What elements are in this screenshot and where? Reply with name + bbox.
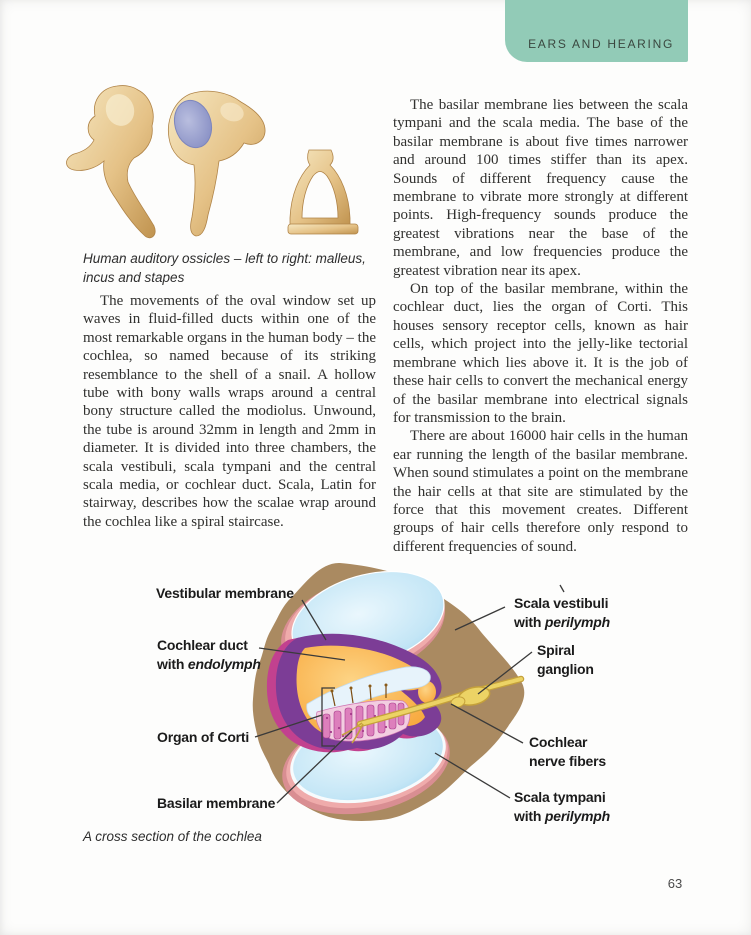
cochlea-label-cochlear-duct: Cochlear duct with endolymph <box>157 637 261 672</box>
tick-scala-vestibuli <box>560 585 564 592</box>
paragraph-basilar-membrane: The basilar membrane lies between the scala tympani and the scala media. The base of the basilar membrane is about five times narrower and around 100 times stiffer than its apex. Sounds of different frequency cause the membrane to vibrate more strongly at different points. High-frequency sounds produce the greatest vibrations near the base of the membrane, and low frequencies produce the greatest vibration near its apex. <box>393 97 688 279</box>
paragraph-cochlea-intro: The movements of the oval window set up waves in fluid-filled ducts within one of the most remarkable organs in the human body – the cochlea, so named because of its striking resemblance to the shell of a snail. A hollow tube with bony walls wraps around a central bony structure called the modiolus. Unwound, the tube is around 32mm in length and 2mm in diameter. It is divided into three chambers, the scala vestibuli, scala tympani and the central scala media, or cochlear duct. Scala, Latin for stairway, describes how the scalae wrap around the cochlea like a spiral staircase. <box>83 293 376 530</box>
cochlea-label-cochlear-nerve-fibers: Cochlear nerve fibers <box>529 734 606 769</box>
paragraph-hair-cells: There are about 16000 hair cells in the human ear running the length of the basilar membrane. When sound stimulates a point on the membrane the hair cells at that site are stimulated by the force that this movement creates. Different groups of hair cells therefore only respond to different frequencies of sound. <box>393 428 688 555</box>
paragraph-organ-of-corti: On top of the basilar membrane, within the cochlear duct, lies the organ of Corti. This houses sensory receptor cells, known as hair cells, which project into the jelly-like tectorial membrane which lies above it. It is the job of these hair cells to convert the mechanical energy of the basilar membrane into electrical signals for transmission to the brain. <box>393 281 688 426</box>
cochlea-label-organ-of-corti: Organ of Corti <box>157 729 250 745</box>
incus-bone <box>168 91 265 236</box>
cochlea-caption: A cross section of the cochlea <box>83 829 262 844</box>
chapter-title: EARS AND HEARING <box>528 37 674 51</box>
page-number: 63 <box>667 876 683 891</box>
cochlea-label-basilar-membrane: Basilar membrane <box>157 795 276 811</box>
ossicles-illustration <box>62 78 362 243</box>
stapes-footplate <box>288 224 358 234</box>
right-text-column <box>393 96 688 556</box>
cochlea-label-vestibular-membrane: Vestibular membrane <box>156 585 294 601</box>
cochlea-label-spiral-ganglion: Spiral ganglion <box>537 642 594 677</box>
ossicles-caption: Human auditory ossicles – left to right: malleus, incus and stapes <box>83 251 366 285</box>
left-text-column <box>83 292 376 531</box>
cochlea-label-scala-tympani: Scala tympani with perilymph <box>514 789 610 824</box>
cochlea-label-scala-vestibuli: Scala vestibuli with perilymph <box>514 595 610 630</box>
stapes-bone <box>288 150 358 234</box>
malleus-bone <box>67 86 156 238</box>
chapter-banner <box>505 0 688 62</box>
